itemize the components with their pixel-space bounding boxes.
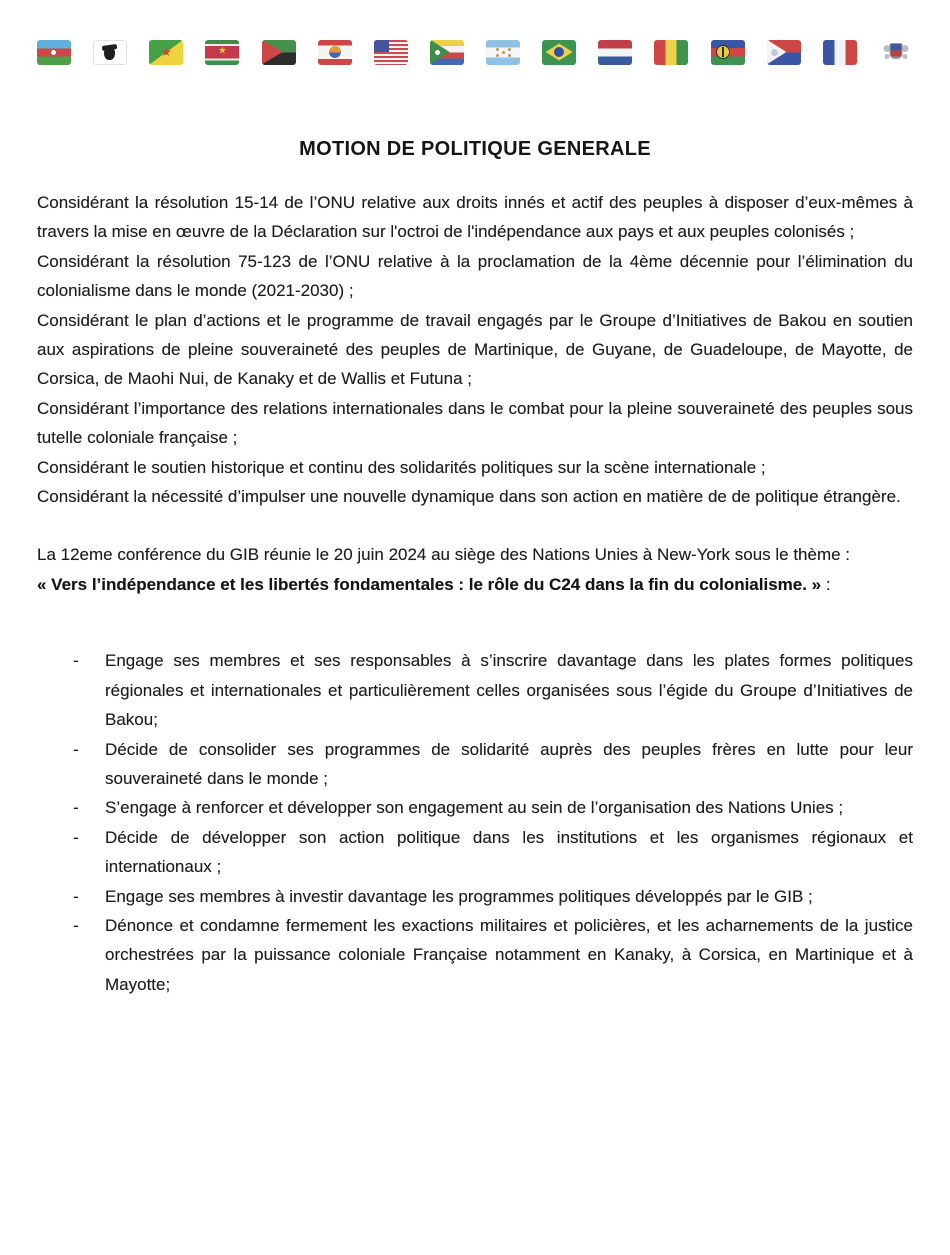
considerant-paragraph: Considérant la nécessité d’impulser une nouvelle dynamique dans son action en matière de de politique étrangère. bbox=[37, 487, 901, 507]
bullet-dash: - bbox=[73, 827, 79, 847]
bullet-dash: - bbox=[73, 915, 79, 935]
considerant-paragraph: Considérant la résolution 15-14 de l’ONU relative aux droits innés et actif des peuples à disposer d’eux-mêmes à travers la mise en œuvre de la Déclaration sur l'octroi de l'indépendance aux pays et aux peuples colonisés ; bbox=[37, 193, 913, 242]
document-body bbox=[37, 188, 913, 999]
sint-maarten-flag bbox=[767, 40, 801, 65]
resolution-text: Décide de développer son action politique dans les institutions et les organismes régionaux et internationaux ; bbox=[105, 827, 913, 877]
resolution-item bbox=[37, 793, 913, 822]
usa-flag bbox=[374, 40, 408, 65]
suriname-flag bbox=[205, 40, 239, 65]
resolution-text: Dénonce et condamne fermement les exactions militaires et policières, et les acharnements de la justice orchestrées par la puissance coloniale Française notamment en Kanaky, à Corsica, en Martinique et à Mayotte; bbox=[105, 915, 913, 994]
conference-intro: La 12eme conférence du GIB réunie le 20 juin 2024 au siège des Nations Unies à New-York sous le thème : bbox=[37, 545, 851, 565]
conference-theme-suffix: : bbox=[821, 574, 831, 594]
comoros-flag bbox=[430, 40, 464, 65]
french-polynesia-flag bbox=[318, 40, 352, 65]
flags-row bbox=[37, 38, 913, 66]
guinea-flag bbox=[654, 40, 688, 65]
conference-theme bbox=[37, 570, 913, 599]
considerant-paragraph: Considérant le soutien historique et continu des solidarités politiques sur la scène internationale ; bbox=[37, 457, 766, 477]
martinique-flag bbox=[262, 40, 296, 65]
resolution-item bbox=[37, 882, 913, 911]
considerant-paragraph: Considérant le plan d’actions et le programme de travail engagés par le Groupe d’Initiatives de Bakou en soutien aux aspirations de pleine souveraineté des peuples de Martinique, de Guyane, de Guadeloupe, de Mayotte, de Corsica, de Maohi Nui, de Kanaky et de Wallis et Futuna ; bbox=[37, 310, 913, 389]
bullet-dash: - bbox=[73, 798, 79, 818]
resolution-item bbox=[37, 911, 913, 999]
resolution-text: S’engage à renforcer et développer son engagement au sein de l’organisation des Nations Unies ; bbox=[105, 798, 844, 818]
honduras-flag bbox=[486, 40, 520, 65]
corsica-flag bbox=[93, 40, 127, 65]
netherlands-flag bbox=[598, 40, 632, 65]
resolution-text: Engage ses membres à investir davantage les programmes politiques développés par le GIB ; bbox=[105, 886, 813, 906]
bullet-dash: - bbox=[73, 886, 79, 906]
bullet-dash: - bbox=[73, 739, 79, 759]
new-caledonia-flag bbox=[711, 40, 745, 65]
resolution-item bbox=[37, 735, 913, 794]
resolution-item bbox=[37, 646, 913, 734]
considerant-paragraph: Considérant la résolution 75-123 de l’ONU relative à la proclamation de la 4ème décennie pour l’élimination du colonialisme dans le monde (2021-2030) ; bbox=[37, 251, 913, 301]
resolution-text: Décide de consolider ses programmes de solidarité auprès des peuples frères en lutte pour leur souveraineté dans le monde ; bbox=[105, 739, 913, 788]
resolution-text: Engage ses membres et ses responsables à s’inscrire davantage dans les plates formes politiques régionales et internationales et particulièrement celles organisées sous l’égide du Groupe d’Initiatives de Bakou; bbox=[105, 651, 913, 730]
azerbaijan-flag bbox=[37, 40, 71, 65]
resolutions-list bbox=[37, 646, 913, 999]
french-guiana-flag bbox=[149, 40, 183, 65]
brazil-flag bbox=[542, 40, 576, 65]
bullet-dash: - bbox=[73, 651, 79, 671]
conference-theme-text: « Vers l’indépendance et les libertés fondamentales : le rôle du C24 dans la fin du colonialisme. » bbox=[37, 574, 822, 594]
resolution-item bbox=[37, 823, 913, 882]
coat-of-arms-emblem bbox=[879, 40, 913, 65]
france-flag bbox=[823, 40, 857, 65]
considerant-paragraph: Considérant l’importance des relations internationales dans le combat pour la pleine souveraineté des peuples sous tutelle coloniale française ; bbox=[37, 398, 913, 448]
document-title: MOTION DE POLITIQUE GENERALE bbox=[299, 138, 651, 160]
